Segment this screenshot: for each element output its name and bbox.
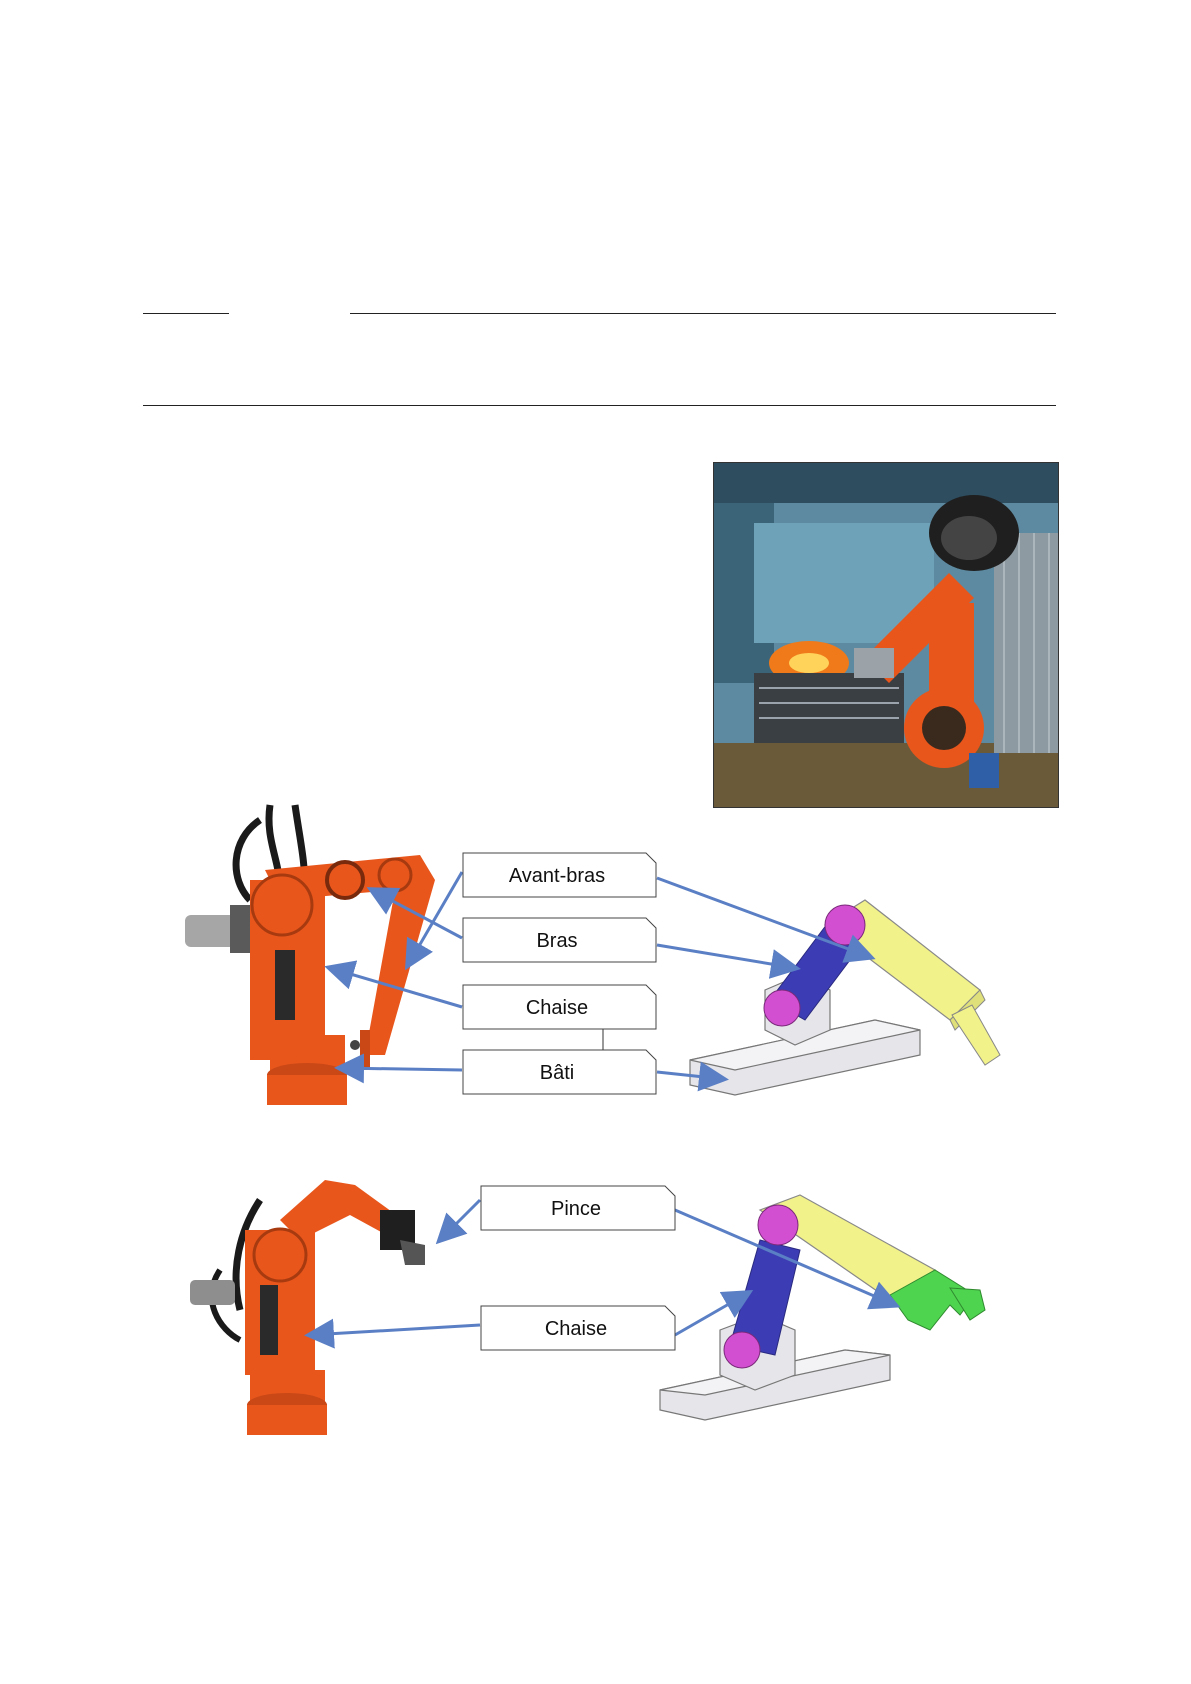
label-avant-bras	[462, 852, 657, 898]
label-bati	[462, 1049, 657, 1095]
header-rule-short	[143, 313, 229, 314]
svg-text:Chaise: Chaise	[544, 1318, 608, 1340]
svg-text:Chaise: Chaise	[525, 997, 589, 1019]
label-bras	[462, 917, 657, 963]
header-rule-full	[143, 405, 1056, 406]
diagram-2	[0, 1160, 1191, 1460]
label-chaise-2	[480, 1305, 676, 1351]
industrial-robot-photo	[713, 462, 1059, 808]
svg-text:Avant-bras: Avant-bras	[508, 865, 606, 887]
svg-text:Pince: Pince	[550, 1198, 602, 1220]
label-chaise	[462, 984, 657, 1030]
svg-text:Bras: Bras	[536, 930, 578, 952]
header-rule-long	[350, 313, 1056, 314]
svg-text:Bâti: Bâti	[539, 1062, 575, 1084]
label-pince	[480, 1185, 676, 1231]
diagram-1	[0, 800, 1191, 1120]
